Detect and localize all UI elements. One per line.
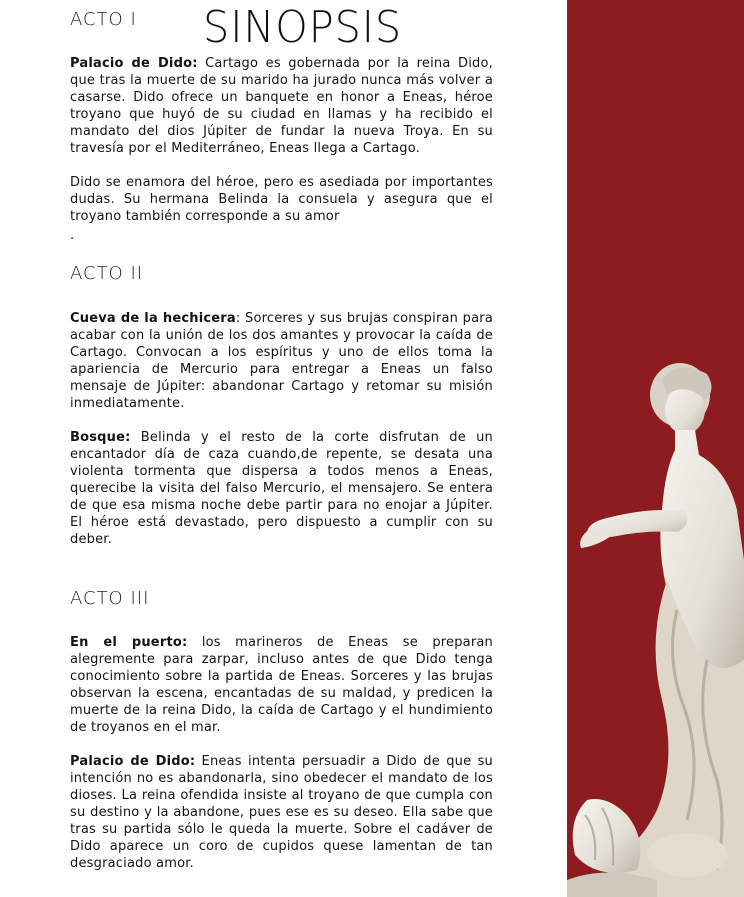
act-1-paragraph-3 [70,227,493,244]
paragraph-text: Eneas intenta persuadir a Dido de que su intención no es abandonarla, sino obedecer el mandato de los dioses. La reina ofendida insiste al troyano de que cumpla con su destino y la abandone, pues ese es su deseo. Ella sabe que tras su partida sólo le queda la muerte. Sobre el cadáver de Dido aparece un coro de cupidos quese lamentan de tan desgraciado amor. [70,754,493,871]
act-2-paragraph-1 [70,310,493,412]
act-2-paragraph-2 [70,429,493,548]
act-3-paragraph-1 [70,634,493,736]
paragraph-heading: Bosque: [70,430,131,445]
page-title: SINOPSIS [203,2,403,53]
act-1-paragraph-2 [70,174,493,225]
paragraph-text: : Sorceres y sus brujas conspiran para acabar con la unión de los dos amantes y provocar la caída de Cartago. Convocan a los espíritus y uno de ellos toma la apariencia de Mercurio para entregar a Eneas un falso mensaje de Júpiter: abandonar Cartago y retomar su misión inmediatamente. [70,311,493,411]
paragraph-heading: Palacio de Dido: [70,754,196,769]
paragraph-text: . [70,228,75,243]
paragraph-text: los marineros de Eneas se preparan alegremente para zarpar, incluso antes de que Dido tenga conocimiento sobre la partida de Eneas. Sorceres y las brujas observan la escena, encantadas de su maldad, y predicen la muerte de la reina Dido, la caída de Cartago y el hundimiento de troyanos en el mar. [70,635,493,735]
act-3-paragraph-2 [70,753,493,872]
paragraph-text: Cartago es gobernada por la reina Dido, que tras la muerte de su marido ha jurado nunca más volver a casarse. Dido ofrece un banquete en honor a Eneas, héroe troyano que huyó de su ciudad en llamas y ha recibido el mandato del dios Júpiter de fundar la nueva Troya. En su travesía por el Mediterráneo, Eneas llega a Cartago. [70,56,493,156]
act-2-label: ACTO II [70,263,144,284]
act-1-paragraph-1 [70,55,493,157]
paragraph-heading: Cueva de la hechicera [70,311,236,326]
marble-statue-image [567,360,744,897]
act-3-label: ACTO III [70,588,150,609]
act-1-label: ACTO I [70,9,137,30]
paragraph-text: Belinda y el resto de la corte disfrutan de un encantador día de caza cuando,de repente, se desata una violenta tormenta que dispersa a todos menos a Eneas, querecibe la visita del falso Mercurio, el mensajero. Se entera de que esa misma noche debe partir para no enojar a Júpiter. El héroe está devastado, pero dispuesto a cumplir con su deber. [70,430,493,547]
paragraph-heading: En el puerto: [70,635,188,650]
paragraph-text: Dido se enamora del héroe, pero es asediada por importantes dudas. Su hermana Belinda la consuela y asegura que el troyano también corresponde a su amor [70,175,493,224]
paragraph-heading: Palacio de Dido: [70,56,198,71]
